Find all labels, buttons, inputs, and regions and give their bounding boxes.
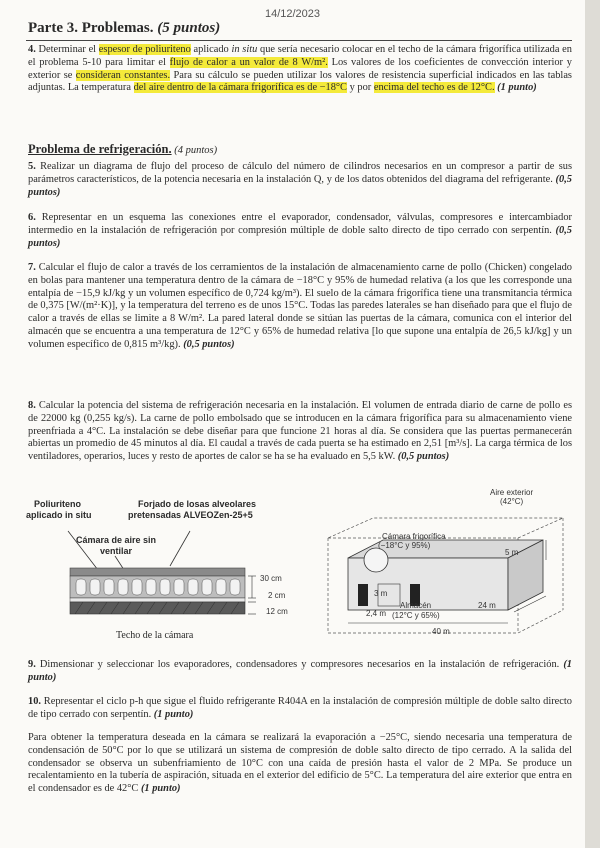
dim-2cm: 2 cm <box>268 591 286 600</box>
p4-points: (1 punto) <box>494 82 537 94</box>
p9-points: (1 punto) <box>28 659 572 683</box>
label-pretensadas: pretensadas ALVEOZen-25+5 <box>128 510 253 520</box>
p11-points: (1 punto) <box>138 783 181 795</box>
label-ventilar: ventilar <box>100 546 133 556</box>
problem-5 <box>28 161 572 199</box>
problem-7-number: 7. <box>28 262 36 273</box>
label-aire-exterior: Aire exterior <box>490 488 534 497</box>
p4-highlight-2: flujo de calor a un valor de 8 W/m². <box>169 56 328 68</box>
dim-5m: 5 m <box>505 548 519 557</box>
problem-10-number: 10. <box>28 696 41 707</box>
p4-highlight-1: espesor de poliuriteno <box>98 44 191 55</box>
p10-text: Representar el ciclo p-h que sigue el fluido refrigerante R404A en la instalación de compresión múltiple de doble salto directo de tipo cerrado con serpentín. <box>28 696 572 720</box>
p7-text: Calcular el flujo de calor a través de los cerramientos de la instalación de almacenamiento carne de pollo (Chicken) congelado en bolas para mantener una temperatura dentro de la cámara de −18°C y 95% de humedad relativa (a los que les corresponde una entalpía de −15,9 kJ/kg y un volumen específico de 0,724 kg/m³). El suelo de la cámara frigorífica tiene una transmitancia térmica de 0,375 [W/(m²·K)], y la temperatura del terreno es de unos 15°C. Todas las paredes laterales se han diseñado para que el flujo de calor a través de ellas se limite a 8 W/m². La pared lateral donde se sitúan las puertas de la cámara, comunica con el interior del almacén que se encuentra a una temperatura de 12°C y 65% de humedad relativa [lo que supone una entalpía de 26,5 kJ/kg] y un volumen específico de 0,815 m³/kg). <box>28 262 572 350</box>
problem-7 <box>28 262 572 352</box>
p4-highlight-4: del aire dentro de la cámara frigorífica es de −18°C <box>133 82 347 94</box>
p4-text-6: y por <box>347 82 374 94</box>
problem-4-number: 4. <box>28 44 36 55</box>
section-points: (4 puntos) <box>171 145 218 156</box>
label-almacen-cond: (12°C y 65%) <box>392 611 440 620</box>
problem-10-data <box>28 732 572 796</box>
problem-4 <box>28 44 572 95</box>
problem-9-number: 9. <box>28 659 36 670</box>
label-almacen: Almacén <box>400 601 432 610</box>
problem-9 <box>28 659 572 685</box>
problem-6-number: 6. <box>28 212 36 223</box>
exam-date: 14/12/2023 <box>264 8 321 20</box>
label-camara-frigorifica-cond: (−18°C y 95%) <box>378 541 431 550</box>
p4-highlight-5: encima del techo es de 12°C. <box>373 82 495 94</box>
problem-10 <box>28 696 572 722</box>
dim-2-4m: 2,4 m <box>366 609 387 618</box>
header-points: (5 puntos) <box>157 20 221 36</box>
p10-points: (1 punto) <box>151 708 194 720</box>
section-title-text: Problema de refrigeración. <box>28 142 172 156</box>
header-title: Parte 3. Problemas. <box>28 20 154 36</box>
p5-text: Realizar un diagrama de flujo del proceso de cálculo del número de cilindros necesarios en un compresor a partir de sus parámetros característicos, de la potencia necesaria en la instalación Q, y de los datos obtenidos del diagrama del refrigerante. <box>28 161 572 185</box>
dim-3m: 3 m <box>374 589 388 598</box>
label-techo: Techo de la cámara <box>116 630 194 641</box>
p4-text-2i: in situ <box>231 44 258 55</box>
p4-text-1: Determinar el <box>35 44 99 55</box>
label-aire-exterior-temp: (42°C) <box>500 497 524 506</box>
p4-text-2: aplicado <box>190 44 232 55</box>
dim-12cm: 12 cm <box>266 607 288 616</box>
chamber-isometric-diagram <box>318 498 580 643</box>
label-camara-frigorifica: Cámara frigorífica <box>382 532 446 541</box>
p4-text-3: que sería necesario colocar en el techo de la cámara frigorífica utilizada en el problema 5-10 para limitar el <box>28 44 572 68</box>
problem-8-number: 8. <box>28 400 36 411</box>
label-aplicado: aplicado in situ <box>26 510 92 520</box>
dim-30cm: 30 cm <box>260 574 282 583</box>
p9-text: Dimensionar y seleccionar los evaporadores, condensadores y compresores necesarios en la instalación de refrigeración. <box>35 659 560 670</box>
p4-text-5: Para su cálculo se pueden utilizar los valores de resistencia superficial indicados en las tablas adjuntas. La temperatura <box>28 69 572 94</box>
problem-6 <box>28 212 572 250</box>
header-rule <box>26 40 572 41</box>
label-poliuriteno: Poliuriteno <box>34 499 81 509</box>
p11-text: Para obtener la temperatura deseada en la cámara se realizará la evaporación a −25°C, siendo necesaria una temperatura de condensación de 50°C por lo que se utilizará un sistema de compresión de doble salto directo de tipo cerrado. A la salida del condensador se observa un subenfriamiento de 10°C con una caída de presión hasta el valor de 2 MPa. Se produce un recalentamiento en la tubería de aspiración, situada en el exterior del edificio de 5°C. La temperatura del aire exterior que entra en el condensador es de 42°C <box>28 732 572 795</box>
label-camara-aire: Cámara de aire sin <box>76 535 157 545</box>
page-edge <box>585 0 600 848</box>
dim-40m: 40 m <box>432 627 450 636</box>
problem-8 <box>28 400 572 464</box>
p4-highlight-3: consideran constantes. <box>75 69 171 81</box>
problem-5-number: 5. <box>28 161 36 172</box>
p7-points: (0,5 puntos) <box>180 338 235 350</box>
p6-text: Representar en un esquema las conexiones entre el evaporador, condensador, válvulas, compresores e intercambiador intermedio en la instalación de refrigeración por compresión múltiple de doble salto directo de tipo cerrado con serpentín. <box>28 212 572 236</box>
p8-text: Calcular la potencia del sistema de refrigeración necesaria en la instalación. El volumen de entrada diario de carne de pollo es de 22000 kg (0,255 kg/s). La carne de pollo embolsado que se introducen en la cámara frigorífica para su almacenamiento viene preenfriada a 4°C. La instalación se debe diseñar para que funcione 21 horas al día. Se considera que las puertas permanecerán abiertas un promedio de 45 minutos al día. El caudal a través de cada puerta se ha estimado en 2,51 [m³/s]. La carga térmica de los ventiladores, operarios, luces y resto de aportes de calor se ha se ha evaluado en 5,5 kW. <box>28 400 572 463</box>
label-forjado: Forjado de losas alveolares <box>138 499 257 509</box>
p5-points: (0,5 puntos) <box>28 173 572 198</box>
dim-24m: 24 m <box>478 601 496 610</box>
section-header <box>28 20 220 37</box>
refrigeration-section-title <box>28 142 217 157</box>
p8-points: (0,5 puntos) <box>395 451 450 463</box>
p6-points: (0,5 puntos) <box>28 224 573 249</box>
p4-text-4: Los valores de los coeficientes de convección interior y exterior se <box>28 56 572 81</box>
